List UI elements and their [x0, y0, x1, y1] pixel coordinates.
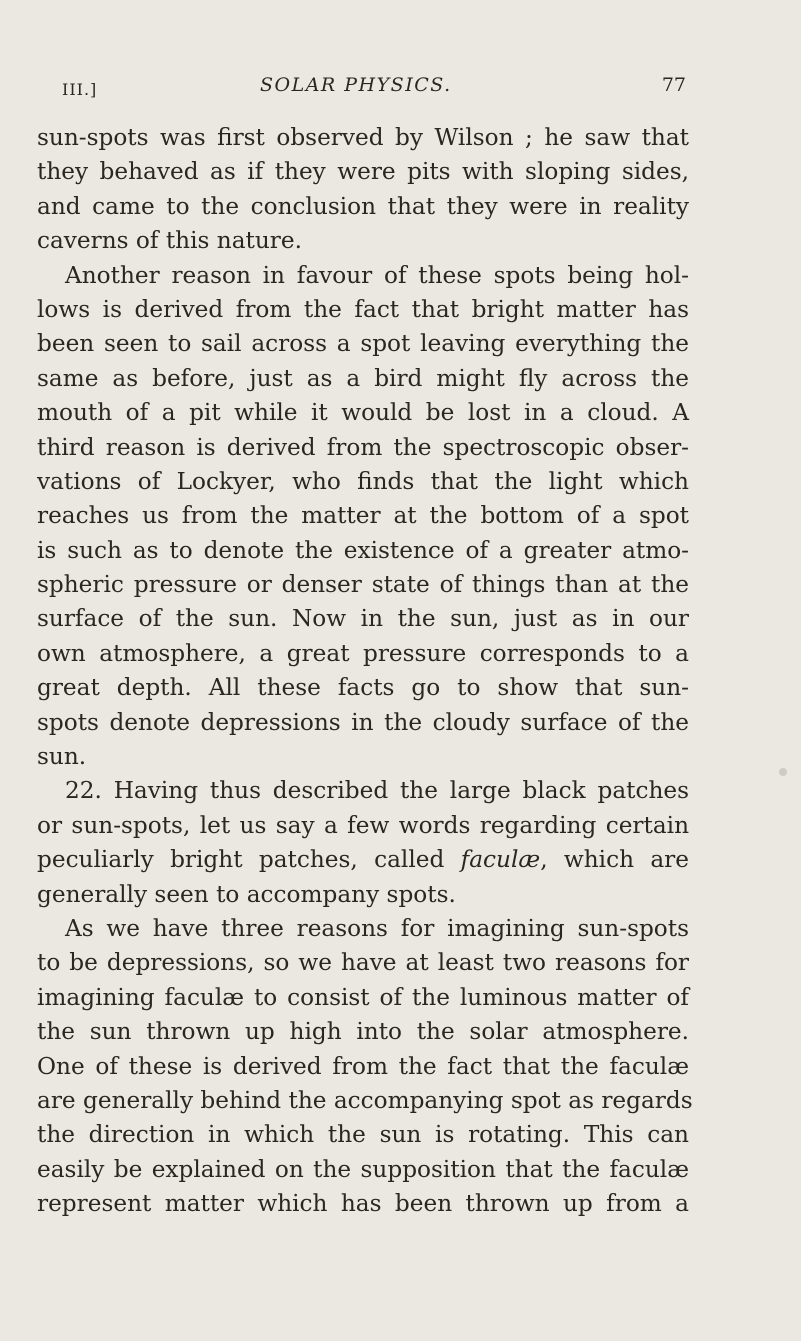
- text-line-content: represent matter which has been thrown up from a: [37, 1190, 689, 1218]
- text-line: [37, 327, 689, 361]
- text-line: [37, 774, 689, 808]
- text-line: [37, 740, 689, 774]
- text-line-content: peculiarly bright patches, called: [37, 846, 445, 874]
- text-line: [37, 121, 689, 155]
- text-line-content: spheric pressure or denser state of things than at the: [37, 571, 689, 599]
- text-line-content: the direction in which the sun is rotating. This can: [37, 1121, 689, 1149]
- text-line-content: own atmosphere, a great pressure corresponds to a: [37, 639, 689, 667]
- text-line: [37, 706, 689, 740]
- text-line: [37, 602, 689, 636]
- text-line-content: sun.: [37, 743, 87, 771]
- text-line-content: to be depressions, so we have at least two reasons for: [37, 949, 689, 977]
- text-line: [37, 259, 689, 293]
- text-line: [37, 362, 689, 396]
- text-line-content: same as before, just as a bird might fly across the: [37, 364, 689, 392]
- text-line-content: been seen to sail across a spot leaving everything the: [37, 330, 689, 358]
- text-line-content: spots denote depressions in the cloudy surface of the: [37, 708, 689, 736]
- text-line-content: imagining faculæ to consist of the luminous matter of: [37, 983, 689, 1011]
- paper-speck: [779, 768, 787, 776]
- text-line: [37, 843, 689, 877]
- text-line: [37, 1084, 693, 1118]
- text-line-content: the sun thrown up high into the solar atmosphere.: [37, 1018, 689, 1046]
- text-line-content: is such as to denote the existence of a greater atmo-: [37, 536, 689, 564]
- body-text: [37, 121, 693, 1222]
- text-line-content: are generally behind the accompanying spot as regards: [37, 1086, 693, 1114]
- text-line-content: they behaved as if they were pits with sloping sides,: [37, 158, 689, 186]
- text-line-content: As we have three reasons for imagining sun-spots: [65, 914, 689, 942]
- text-line-content: great depth. All these facts go to show that sun-: [37, 674, 689, 702]
- text-line: [37, 568, 689, 602]
- text-line: [37, 499, 689, 533]
- text-line-content: and came to the conclusion that they were in reality: [37, 192, 689, 220]
- text-line: [37, 465, 689, 499]
- text-line: [37, 431, 689, 465]
- text-line-content: surface of the sun. Now in the sun, just as in our: [37, 605, 689, 633]
- text-line: [37, 809, 689, 843]
- page-number: 77: [661, 74, 686, 96]
- text-line: [37, 671, 689, 705]
- text-line: [37, 1153, 689, 1187]
- text-line: [37, 1187, 689, 1221]
- text-line: [37, 981, 689, 1015]
- text-line-content: vations of Lockyer, who finds that the light which: [37, 467, 689, 495]
- text-line: [37, 878, 689, 912]
- text-line: [37, 224, 689, 258]
- text-line-content: 22. Having thus described the large black patches: [65, 777, 689, 805]
- text-line: [37, 1118, 689, 1152]
- text-line: [37, 637, 689, 671]
- text-line: [37, 534, 689, 568]
- text-line: [37, 1015, 689, 1049]
- text-line-content: generally seen to accompany spots.: [37, 880, 456, 908]
- text-line-content: third reason is derived from the spectroscopic obser-: [37, 433, 689, 461]
- text-line: [37, 155, 689, 189]
- text-line: [37, 396, 689, 430]
- italic-term: faculæ: [460, 846, 541, 874]
- text-line-content: Another reason in favour of these spots being hol-: [65, 261, 689, 289]
- text-line: [37, 1050, 689, 1084]
- text-line: [37, 912, 689, 946]
- text-line-content: One of these is derived from the fact that the faculæ: [37, 1052, 689, 1080]
- text-line: [37, 946, 689, 980]
- text-line-content: reaches us from the matter at the bottom of a spot: [37, 502, 689, 530]
- text-line: [37, 190, 689, 224]
- text-line: [37, 293, 689, 327]
- text-line-content: caverns of this nature.: [37, 227, 302, 255]
- text-line-continuation: , which are: [540, 846, 689, 874]
- running-title: SOLAR PHYSICS.: [260, 74, 452, 96]
- text-line-content: lows is derived from the fact that bright matter has: [37, 295, 689, 323]
- text-line-content: mouth of a pit while it would be lost in a cloud. A: [37, 399, 689, 427]
- text-line-content: sun-spots was first observed by Wilson ; he saw that: [37, 124, 689, 151]
- chapter-marker: III.]: [62, 80, 98, 99]
- running-header: [60, 74, 686, 104]
- text-line-content: or sun-spots, let us say a few words regarding certain: [37, 811, 689, 839]
- text-line-content: easily be explained on the supposition that the faculæ: [37, 1155, 689, 1183]
